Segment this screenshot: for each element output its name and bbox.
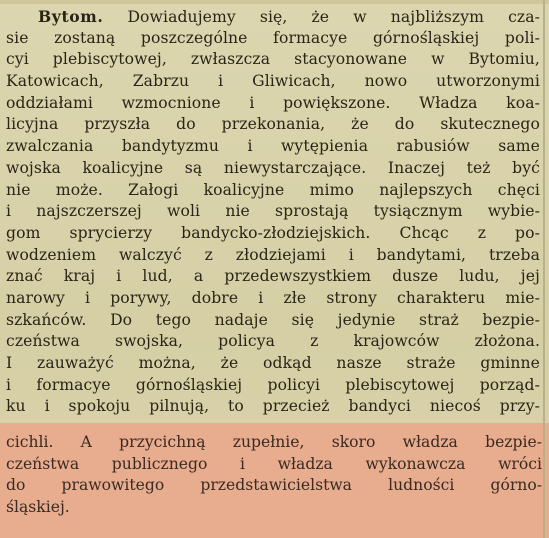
continuation-line-4: śląskiej. [6, 498, 70, 517]
continuation-line-2: czeństwa publicznego i władza wykonawcza wróci [6, 454, 542, 473]
article-lead-word: Bytom. [38, 7, 104, 26]
article-line-3: cyi plebiscytowej, zwłaszcza stacyonowane w Bytomiu, [6, 50, 540, 69]
column-rule [543, 0, 545, 538]
article-line-13: znać kraj i lud, a przedewszystkiem dusze ludu, jej [6, 267, 540, 286]
article-line-11: gom sprycierzy bandycko-złodziejskich. Chcąc z po- [6, 223, 540, 242]
article-line-9: nie może. Załogi koalicyjne mimo najlepszych chęci [6, 180, 540, 199]
continuation-line-1: cichli. A przycichną zupełnie, skoro władza bezpie- [6, 433, 542, 451]
article-line-5: oddziałami wzmocnione i powiększone. Władza koa- [6, 93, 540, 112]
article-line-17: I zauważyć można, że odkąd nasze straże gminne [6, 354, 540, 372]
article-line-12: wodzeniem walczyć z złodziejami i bandytami, trzeba [6, 245, 540, 264]
article-line-18: i formacye górnośląskiej policyi plebiscytowej porząd- [6, 375, 540, 394]
article-line-4: Katowicach, Zabrzu i Gliwicach, nowo utworzonymi [6, 72, 540, 91]
article-line-16: czeństwa swojska, policya z krajowców złożona. [6, 332, 540, 351]
article-line-6: licyjna przyszła do przekonania, że do skutecznego [6, 115, 540, 134]
article-line-14: narowy i porywy, dobre i złe strony charakteru mie- [6, 288, 540, 307]
article-line-8: wojska koalicyjne są niewystarczające. Inaczej też być [6, 158, 540, 177]
top-rule [0, 0, 549, 4]
article-line-15: szkańców. Do tego nadaje się jedynie straż bezpie- [6, 310, 540, 329]
article-line-7: zwalczania bandytyzmu i wytępienia rabusiów same [6, 137, 540, 156]
article-line-2: sie zostaną poszczególne formacye górnośląskiej poli- [6, 28, 540, 47]
continuation-line-3: do prawowitego przedstawicielstwa ludności górno- [6, 476, 542, 495]
article-line-19: ku i spokoju pilnują, to przecież bandyci niecoś przy- [6, 397, 540, 416]
article-line-10: i najszczerszej woli nie sprostają tysiącznym wybie- [6, 202, 540, 221]
article-column [6, 6, 540, 418]
article-line-1: Bytom. Dowiadujemy się, że w najbliższym cza- [38, 7, 540, 26]
article-continuation [6, 432, 542, 519]
